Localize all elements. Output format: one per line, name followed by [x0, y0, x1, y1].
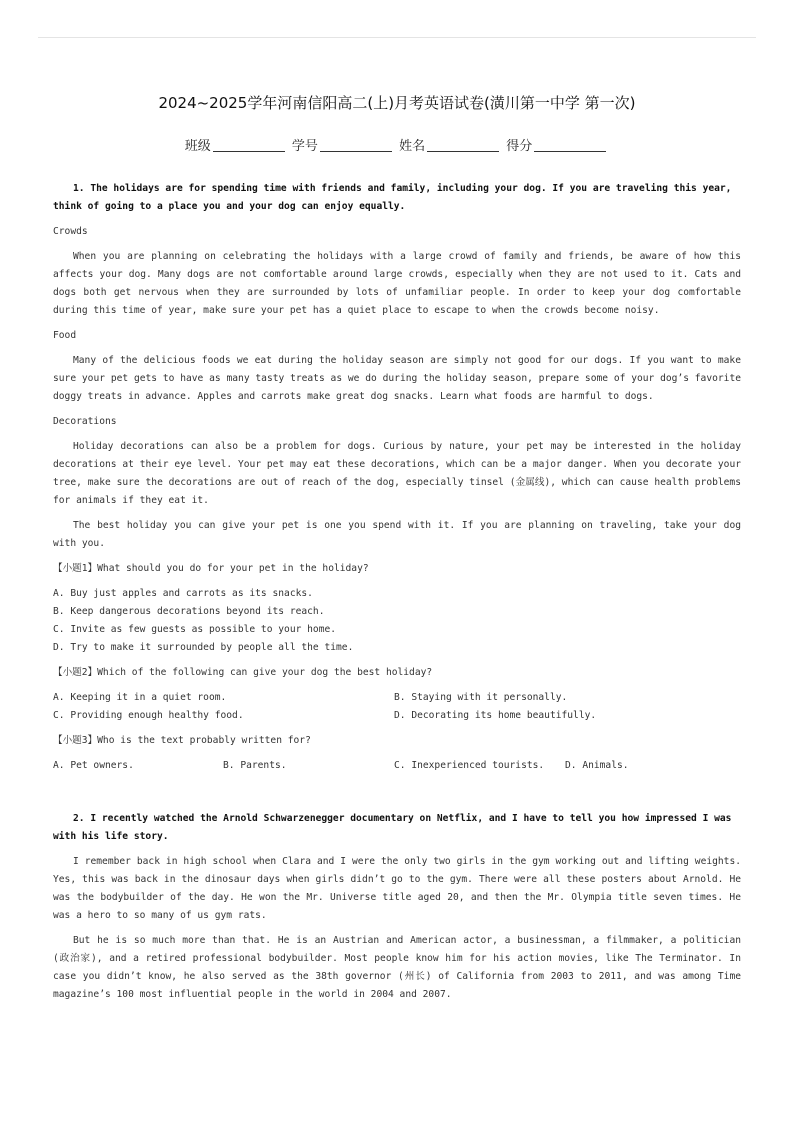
option-b[interactable]: B. Keep dangerous decorations beyond its reach. [53, 606, 325, 617]
option-a[interactable]: A. Pet owners. [53, 760, 134, 771]
paragraph-food: Many of the delicious foods we eat during the holiday season are simply not good for our dogs. If you want to make sure your pet gets to have as many tasty treats as we do during the holiday season, prepare some of your dog’s favorite doggy treats in advance. Apples and carrots make great dog snacks. Learn what foods are harmful to dogs. [53, 355, 741, 402]
option-b[interactable]: B. Staying with it personally. [394, 692, 568, 703]
name-blank[interactable] [427, 151, 499, 152]
class-label: 班级 [184, 139, 211, 154]
sub-question-3: 【小题3】Who is the text probably written for? [53, 735, 311, 746]
paragraph-decorations: Holiday decorations can also be a problem for dogs. Curious by nature, your pet may be interested in the holiday decorations at their eye level. Your pet may eat these decorations, which can be a major danger. When you decorate your tree, make sure the decorations are out of reach of the dog, especially tinsel (金属线), which can cause health problems for animals if they eat it. [53, 441, 741, 506]
sub-question-3-options [53, 757, 741, 775]
option-d[interactable]: D. Try to make it surrounded by people all the time. [53, 642, 354, 653]
option-a[interactable]: A. Buy just apples and carrots as its snacks. [53, 588, 313, 599]
sub-question-2-options [53, 689, 741, 725]
class-blank[interactable] [213, 151, 285, 152]
score-blank[interactable] [534, 151, 606, 152]
question-spacer [53, 782, 741, 810]
question-2-prompt: 2. I recently watched the Arnold Schwarzenegger documentary on Netflix, and I have to tell you how impressed I was with his life story. [53, 813, 732, 842]
paragraph-q2-2: But he is so much more than that. He is an Austrian and American actor, a businessman, a filmmaker, a politician (政治家), and a retired professional bodybuilder. Most people know him for his action movies, like The Terminator. In case you didn’t know, he also served as the 38th governor (州长) of California from 2003 to 2011, and was among Time magazine’s 100 most influential people in the world in 2004 and 2007. [53, 935, 741, 1000]
sub-question-2: 【小题2】Which of the following can give your dog the best holiday? [53, 667, 433, 678]
sub-question-1: 【小题1】What should you do for your pet in the holiday? [53, 563, 369, 574]
option-b[interactable]: B. Parents. [223, 760, 287, 771]
score-label: 得分 [506, 139, 533, 154]
sub-question-1-options [53, 585, 741, 657]
option-a[interactable]: A. Keeping it in a quiet room. [53, 692, 227, 703]
option-c[interactable]: C. Invite as few guests as possible to your home. [53, 624, 337, 635]
section-heading-food: Food [53, 330, 77, 341]
exam-content [53, 180, 741, 1011]
number-label: 学号 [291, 139, 318, 154]
page-title: 2024~2025学年河南信阳高二(上)月考英语试卷(潢川第一中学 第一次) [158, 94, 636, 112]
student-info-row [0, 135, 794, 154]
section-heading-decorations: Decorations [53, 416, 117, 427]
paragraph-q2-1: I remember back in high school when Clara and I were the only two girls in the gym working out and lifting weights. Yes, this was back in the dinosaur days when girls didn’t go to the gym. There were all these posters about Arnold. He was the bodybuilder of the day. He won the Mr. Universe title aged 20, and then the Mr. Olympia title seven times. He was a hero to so many of us gym rats. [53, 856, 741, 921]
option-d[interactable]: D. Animals. [565, 760, 629, 771]
option-c[interactable]: C. Providing enough healthy food. [53, 710, 244, 721]
name-label: 姓名 [399, 139, 426, 154]
question-1-prompt: 1. The holidays are for spending time with friends and family, including your dog. If you are traveling this year, think of going to a place you and your dog can enjoy equally. [53, 183, 732, 212]
number-blank[interactable] [320, 151, 392, 152]
header-divider [38, 37, 756, 38]
option-d[interactable]: D. Decorating its home beautifully. [394, 710, 597, 721]
option-c[interactable]: C. Inexperienced tourists. [394, 760, 545, 771]
paragraph-closing: The best holiday you can give your pet is one you spend with it. If you are planning on traveling, take your dog with you. [53, 520, 741, 549]
paragraph-crowds: When you are planning on celebrating the holidays with a large crowd of family and friends, be aware of how this affects your dog. Many dogs are not comfortable around large crowds, especially when they are not used to it. Cats and dogs both get nervous when they are surrounded by lots of unfamiliar people. In order to keep your dog comfortable during this time of year, make sure your pet has a quiet place to escape to when the crowds become noisy. [53, 251, 741, 316]
section-heading-crowds: Crowds [53, 226, 88, 237]
